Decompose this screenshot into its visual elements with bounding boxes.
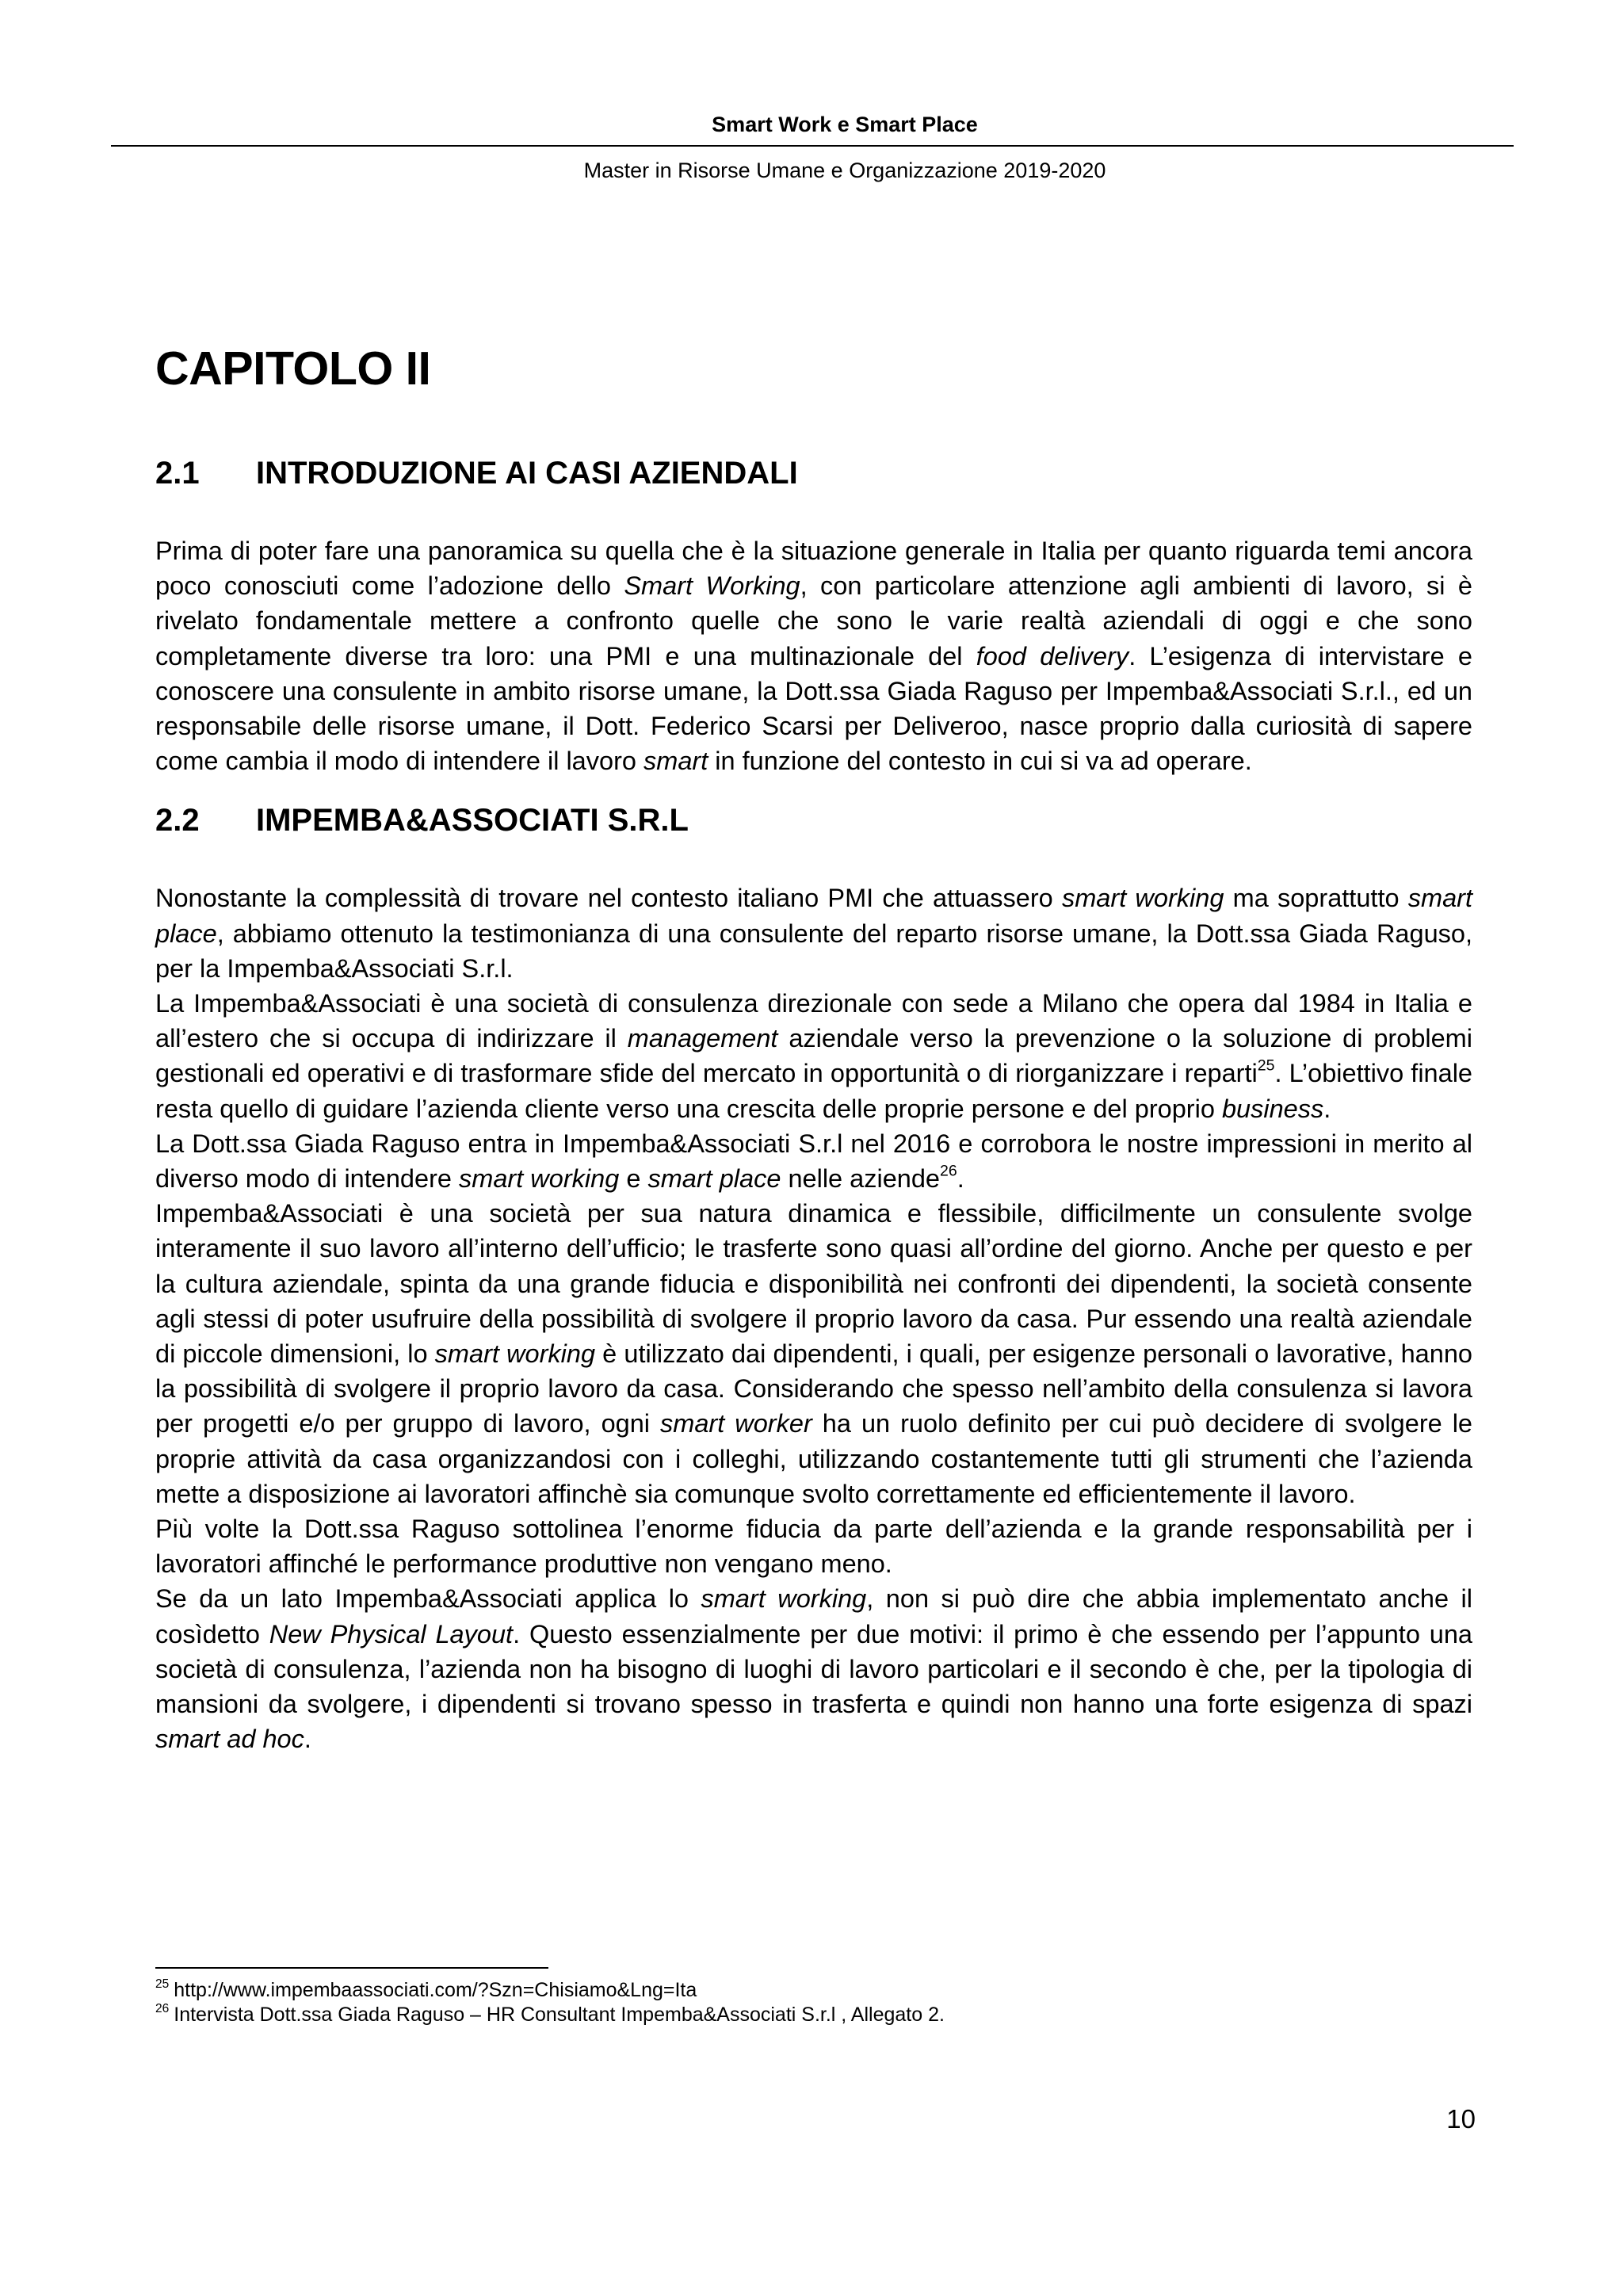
section-number: 2.1: [155, 456, 200, 491]
footnote-ref: 25: [1257, 1056, 1275, 1075]
paragraph: La Impemba&Associati è una società di consulenza direzionale con sede a Milano che opera dal 1984 in Italia e all’estero che si occupa di indirizzare il management aziendale verso la prevenzione o la soluzione di problemi gestionali ed operativi e di trasformare sfide del mercato in opportunità o di riorganizzare i reparti$^{25}$. L’obiettivo finale resta quello di guidare l’azienda cliente verso una crescita delle proprie persone e del proprio business.: [155, 989, 1472, 1123]
paragraph: Prima di poter fare una panoramica su quella che è la situazione generale in Italia per quanto riguarda temi ancora poco conosciuti come l’adozione dello Smart Working, con particolare attenzione agli ambienti di lavoro, si è rivelato fondamentale mettere a confronto quelle che sono le varie realtà aziendali di oggi e che sono completamente diverse tra loro: una PMI e una multinazionale del food delivery. L’esigenza di intervistare e conoscere una consulente in ambito risorse umane, la Dott.ssa Giada Raguso per Impemba&Associati S.r.l., ed un responsabile delle risorse umane, il Dott. Federico Scarsi per Deliveroo, nasce proprio dalla curiosità di sapere come cambia il modo di intendere il lavoro smart in funzione del contesto in cui si va ad operare.: [155, 537, 1472, 776]
section-title: INTRODUZIONE AI CASI AZIENDALI: [256, 456, 798, 491]
footnote-number: 25: [155, 1977, 170, 1992]
header-rule: [111, 145, 1514, 147]
section-heading-2-2: [155, 800, 1472, 841]
page-body: [155, 337, 1472, 1757]
running-subtitle: Master in Risorse Umane e Organizzazione 2019-2020: [583, 159, 1106, 182]
paragraph: Impemba&Associati è una società per sua natura dinamica e flessibile, difficilmente un consulente svolge interamente il suo lavoro all’interno dell’ufficio; le trasferte sono quasi all’ordine del giorno. Anche per questo e per la cultura aziendale, spinta da una grande fiducia e disponibilità nei confronti dei dipendenti, la società consente agli stessi di poter usufruire della possibilità di svolgere il proprio lavoro da casa. Pur essendo una realtà aziendale di piccole dimensioni, lo smart working è utilizzato dai dipendenti, i quali, per esigenze personali o lavorative, hanno la possibilità di svolgere il proprio lavoro da casa. Considerando che spesso nell’ambito della consulenza si lavora per progetti e/o per gruppo di lavoro, ogni smart worker ha un ruolo definito per cui può decidere di svolgere le proprie attività da casa organizzandosi con i colleghi, utilizzando costantemente tutti gli strumenti che l’azienda mette a disposizione ai lavoratori affinchè sia comunque svolto correttamente ed efficientemente il lavoro.: [155, 1199, 1473, 1508]
page-number: 10: [1446, 2104, 1476, 2134]
running-title: Smart Work e Smart Place: [712, 113, 978, 136]
paragraph: Se da un lato Impemba&Associati applica lo smart working, non si può dire che abbia implementato anche il cosìdetto New Physical Layout. Questo essenzialmente per due motivi: il primo è che essendo per l’appunto una società di consulenza, l’azienda non ha bisogno di luoghi di lavoro particolari e il secondo è che, per la tipologia di mansioni da svolgere, i dipendenti si trovano spesso in trasferta e quindi non hanno una forte esigenza di spazi smart ad hoc.: [155, 1584, 1472, 1754]
section-2-2-text: [155, 881, 1472, 1756]
footnote-26: [155, 2003, 1472, 2027]
section-title: IMPEMBA&ASSOCIATI S.R.L: [256, 803, 689, 839]
paragraph: Nonostante la complessità di trovare nel contesto italiano PMI che attuassero smart working ma soprattutto smart place, abbiamo ottenuto la testimonianza di una consulente del reparto risorse umane, la Dott.ssa Giada Raguso, per la Impemba&Associati S.r.l.: [155, 884, 1472, 983]
section-number: 2.2: [155, 803, 200, 839]
footnote-number: 26: [155, 2002, 170, 2016]
footnote-ref: 26: [940, 1162, 957, 1180]
page-header: [111, 111, 1514, 182]
footnote-rule: [155, 1967, 548, 1969]
footnote-text: http://www.impembaassociati.com/?Szn=Chisiamo&Lng=Ita: [174, 1979, 697, 2001]
section-heading-2-1: [155, 453, 1472, 494]
chapter-title: CAPITOLO II: [155, 342, 431, 395]
footnote-text: Intervista Dott.ssa Giada Raguso – HR Consultant Impemba&Associati S.r.l , Allegato 2.: [174, 2004, 945, 2026]
footnotes: [155, 1967, 1472, 2027]
paragraph: La Dott.ssa Giada Raguso entra in Impemba&Associati S.r.l nel 2016 e corrobora le nostre impressioni in merito al diverso modo di intendere smart working e smart place nelle aziende$^{26}$.: [155, 1129, 1472, 1194]
section-2-1-text: [155, 533, 1472, 778]
footnote-25: [155, 1978, 1472, 2003]
paragraph: Più volte la Dott.ssa Raguso sottolinea l’enorme fiducia da parte dell’azienda e la grande responsabilità per i lavoratori affinché le performance produttive non vengano meno.: [155, 1515, 1472, 1579]
